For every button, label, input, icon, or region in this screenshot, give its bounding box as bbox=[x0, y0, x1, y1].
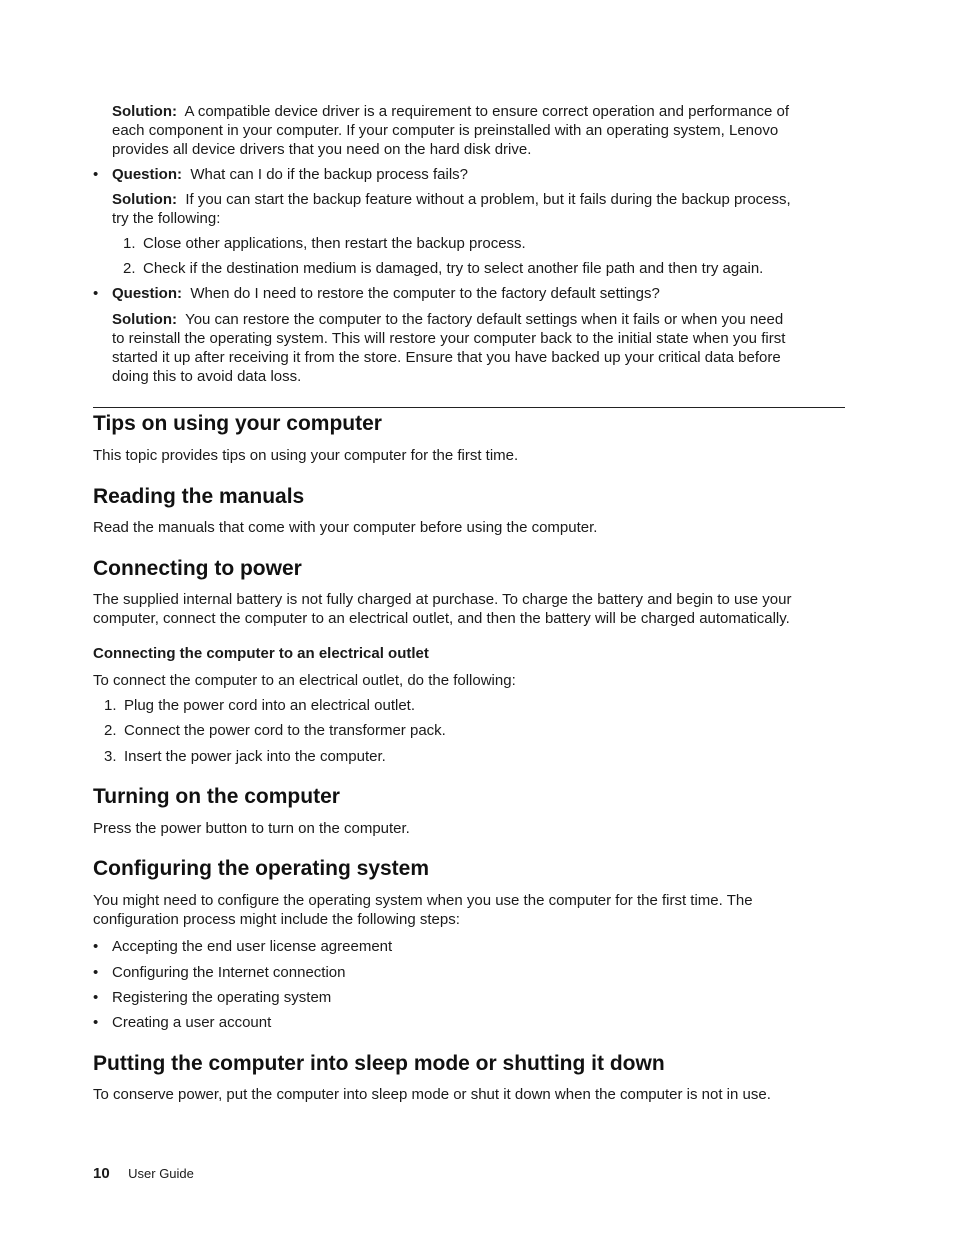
solution-2-line-1: If you can start the backup feature without a problem, but it fails during the backup process, bbox=[185, 191, 791, 208]
step-text: Connect the power cord to the transformer pack. bbox=[124, 722, 446, 739]
config-line-1: You might need to configure the operating system when you use the computer for the first time. The bbox=[93, 892, 753, 909]
power-heading: Connecting to power bbox=[93, 557, 302, 580]
bullet-icon: • bbox=[93, 285, 99, 302]
bullet-icon: • bbox=[93, 964, 99, 981]
reading-heading: Reading the manuals bbox=[93, 485, 305, 508]
solution-3-line-1: You can restore the computer to the factory default settings when it fails or when you need bbox=[185, 311, 784, 328]
solution-3-line-2: to reinstall the operating system. This will restore your computer back to the initial state when you first bbox=[112, 330, 786, 347]
question-2-text: What can I do if the backup process fails? bbox=[190, 166, 468, 183]
solution-label: Solution: bbox=[112, 191, 177, 208]
config-bullet-2 bbox=[93, 963, 845, 982]
solution-3-line-3: started it up after receiving it from the store. Ensure that you have backed up your critical data before bbox=[112, 349, 781, 366]
question-3-text: When do I need to restore the computer to the factory default settings? bbox=[190, 285, 660, 302]
page-number: 10 bbox=[93, 1165, 110, 1182]
config-paragraph bbox=[93, 891, 845, 929]
solution-3-line-4: doing this to avoid data loss. bbox=[112, 368, 302, 385]
step-text: Plug the power cord into an electrical outlet. bbox=[124, 697, 415, 714]
power-step-2 bbox=[104, 721, 845, 740]
step-number: 1. bbox=[123, 235, 136, 252]
solution-2-line-2: try the following: bbox=[112, 210, 221, 227]
solution-2 bbox=[93, 190, 845, 228]
step-number: 3. bbox=[104, 748, 117, 765]
bullet-icon: • bbox=[93, 989, 99, 1006]
bullet-icon: • bbox=[93, 938, 99, 955]
section-divider bbox=[93, 407, 845, 408]
power-line-1: The supplied internal battery is not fully charged at purchase. To charge the battery and begin to use your bbox=[93, 591, 792, 608]
bullet-icon: • bbox=[93, 166, 99, 183]
solution-1-line-1: A compatible device driver is a requirement to ensure correct operation and performance of bbox=[184, 103, 789, 120]
question-2 bbox=[93, 165, 845, 184]
solution-3 bbox=[93, 310, 845, 386]
solution-1-line-3: provides all device drivers that you need on the hard disk drive. bbox=[112, 141, 532, 158]
turning-text: Press the power button to turn on the computer. bbox=[93, 820, 410, 837]
page-footer bbox=[93, 1165, 194, 1183]
step-text: Close other applications, then restart the backup process. bbox=[143, 235, 526, 252]
power-step-3 bbox=[104, 747, 845, 766]
tips-intro: This topic provides tips on using your computer for the first time. bbox=[93, 447, 519, 464]
solution-1-line-2: each component in your computer. If your computer is preinstalled with an operating system, Lenovo bbox=[112, 122, 779, 139]
sleep-heading: Putting the computer into sleep mode or shutting it down bbox=[93, 1052, 665, 1075]
solution-1 bbox=[93, 102, 845, 159]
config-bullet-4 bbox=[93, 1013, 845, 1032]
document-title: User Guide bbox=[128, 1166, 194, 1181]
config-line-2: configuration process might include the following steps: bbox=[93, 911, 460, 928]
step-number: 1. bbox=[104, 697, 117, 714]
config-heading: Configuring the operating system bbox=[93, 857, 430, 880]
bullet-text: Creating a user account bbox=[112, 1014, 272, 1031]
power-step-1 bbox=[104, 696, 845, 715]
solution-label: Solution: bbox=[112, 103, 177, 120]
step-text: Check if the destination medium is damaged, try to select another file path and then try again. bbox=[143, 260, 764, 277]
bullet-icon: • bbox=[93, 1014, 99, 1031]
question-label: Question: bbox=[112, 166, 182, 183]
power-line-2: computer, connect the computer to an electrical outlet, and then the battery will be charged automatically. bbox=[93, 610, 790, 627]
solution-2-step-2 bbox=[123, 259, 845, 278]
question-3 bbox=[93, 284, 845, 303]
sleep-text: To conserve power, put the computer into sleep mode or shut it down when the computer is not in use. bbox=[93, 1086, 771, 1103]
turning-heading: Turning on the computer bbox=[93, 785, 340, 808]
bullet-text: Registering the operating system bbox=[112, 989, 332, 1006]
config-bullet-3 bbox=[93, 988, 845, 1007]
solution-label: Solution: bbox=[112, 311, 177, 328]
power-lead: To connect the computer to an electrical outlet, do the following: bbox=[93, 672, 516, 689]
step-text: Insert the power jack into the computer. bbox=[124, 748, 386, 765]
bullet-text: Configuring the Internet connection bbox=[112, 964, 346, 981]
power-paragraph bbox=[93, 590, 845, 628]
tips-heading: Tips on using your computer bbox=[93, 412, 382, 435]
power-subheading: Connecting the computer to an electrical outlet bbox=[93, 645, 429, 662]
step-number: 2. bbox=[123, 260, 136, 277]
question-label: Question: bbox=[112, 285, 182, 302]
bullet-text: Accepting the end user license agreement bbox=[112, 938, 393, 955]
config-bullet-1 bbox=[93, 937, 845, 956]
step-number: 2. bbox=[104, 722, 117, 739]
solution-2-step-1 bbox=[123, 234, 845, 253]
reading-text: Read the manuals that come with your computer before using the computer. bbox=[93, 519, 598, 536]
